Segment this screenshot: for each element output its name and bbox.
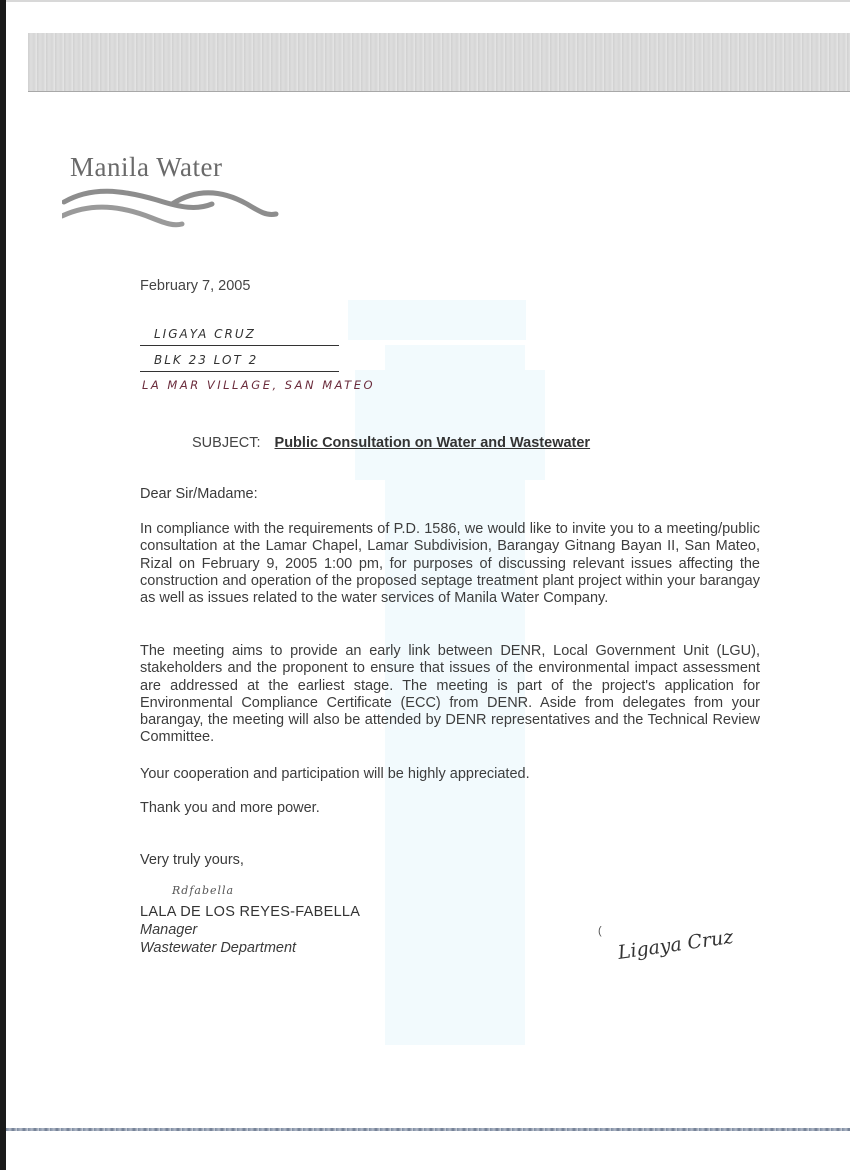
recipient-address-line2: LA MAR VILLAGE, SAN MATEO	[142, 378, 376, 392]
signer-signature: Rdfabella	[172, 884, 235, 897]
recipient-address-line1: BLK 23 LOT 2	[140, 353, 339, 372]
scan-footer-rule	[6, 1128, 850, 1131]
body-paragraph: In compliance with the requirements of P.D. 1586, we would like to invite you to a meeting/public consultation at the Lamar Chapel, Lamar Subdivision, Barangay Gitnang Bayan II, San Mateo, Rizal on February 9, 2005 1:00 pm, for purposes of discussing relevant issues affecting the construction and operation of the proposed septage treatment plant project within your barangay as well as issues related to the water services of Manila Water Company.	[140, 521, 760, 607]
logo-wordmark: Manila Water	[70, 152, 223, 182]
subject-line	[192, 435, 590, 451]
company-logo	[70, 152, 223, 183]
letter-date: February 7, 2005	[140, 278, 251, 294]
body-paragraph: The meeting aims to provide an early link between DENR, Local Government Unit (LGU), stakeholders and the proponent to ensure that issues of the environmental impact assessment are addressed at the earliest stage. The meeting is part of the project's application for Environmental Compliance Certificate (ECC) from DENR. Aside from delegates from your barangay, the meeting will also be attended by DENR representatives and the Technical Review Committee.	[140, 643, 760, 746]
scan-left-edge	[0, 0, 6, 1170]
signer-department: Wastewater Department	[140, 940, 297, 956]
scan-header-band	[28, 33, 850, 92]
signer-title: Manager	[140, 922, 198, 938]
salutation: Dear Sir/Madame:	[140, 486, 258, 502]
subject-label: SUBJECT:	[192, 435, 261, 451]
scan-top-edge	[0, 0, 850, 2]
signer-name: LALA DE LOS REYES-FABELLA	[140, 904, 361, 920]
recipient-signature: Ligaya Cruz	[616, 925, 735, 964]
body-paragraph: Your cooperation and participation will be highly appreciated.	[140, 766, 530, 782]
recipient-name: LIGAYA CRUZ	[140, 327, 339, 346]
watermark-shape	[348, 300, 526, 340]
logo-waves-icon	[62, 184, 282, 244]
subject-title: Public Consultation on Water and Wastewater	[274, 435, 591, 451]
body-paragraph: Thank you and more power.	[140, 800, 320, 816]
closing: Very truly yours,	[140, 852, 244, 868]
pen-mark: (	[598, 925, 602, 937]
